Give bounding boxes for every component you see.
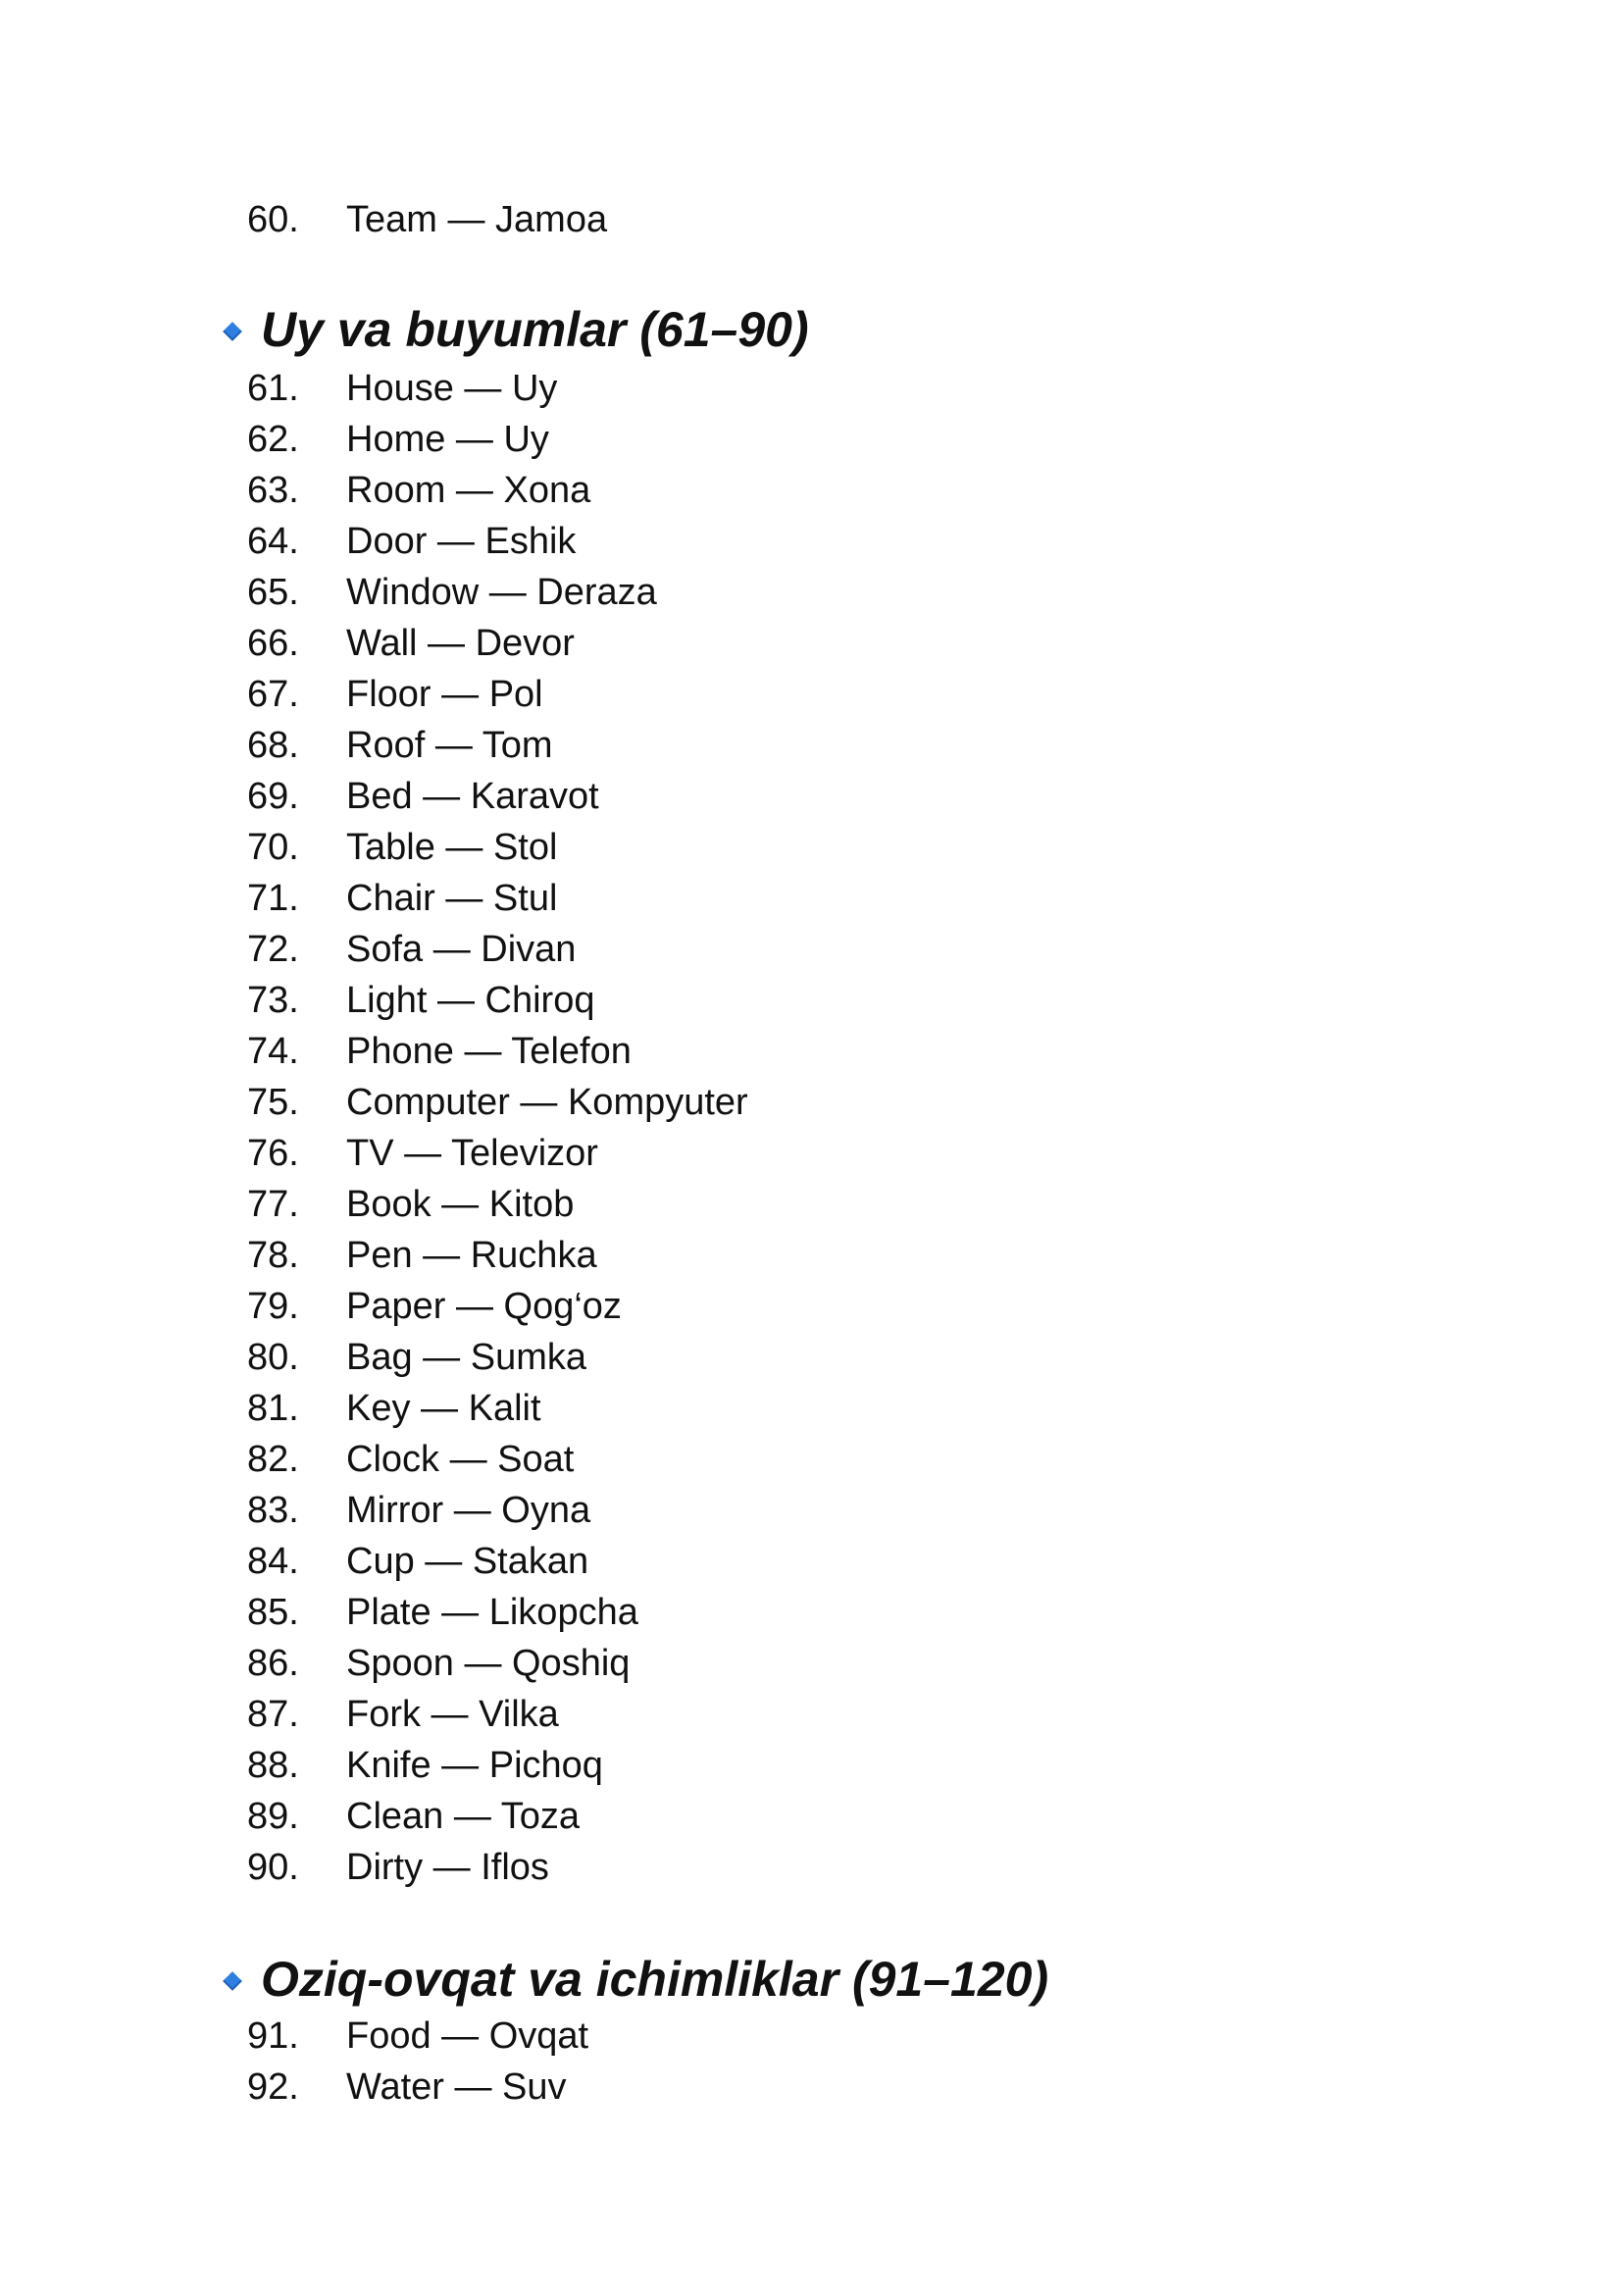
blue-diamond-icon — [223, 322, 242, 341]
item-number: 86. — [247, 1643, 299, 1684]
item-translation: Dirty — Iflos — [346, 1847, 549, 1888]
item-number: 65. — [247, 572, 299, 613]
item-number: 89. — [247, 1796, 299, 1837]
section-title: Oziq-ovqat va ichimliklar (91–120) — [261, 1952, 1049, 2007]
item-translation: Pen — Ruchka — [346, 1235, 597, 1276]
item-number: 63. — [247, 470, 299, 511]
item-translation: Room — Xona — [346, 470, 591, 511]
item-number: 80. — [247, 1337, 299, 1378]
item-translation: Door — Eshik — [346, 521, 577, 562]
item-translation: Plate — Likopcha — [346, 1592, 638, 1633]
item-number: 76. — [247, 1133, 299, 1174]
item-translation: Bag — Sumka — [346, 1337, 586, 1378]
item-translation: Wall — Devor — [346, 623, 575, 664]
item-number: 62. — [247, 419, 299, 460]
item-number: 71. — [247, 878, 299, 919]
item-number: 82. — [247, 1439, 299, 1480]
item-number: 72. — [247, 929, 299, 970]
item-translation: Table — Stol — [346, 827, 558, 868]
item-number: 83. — [247, 1490, 299, 1531]
item-number: 66. — [247, 623, 299, 664]
item-number: 91. — [247, 2015, 299, 2057]
item-translation: Spoon — Qoshiq — [346, 1643, 631, 1684]
item-number: 75. — [247, 1082, 299, 1123]
item-number: 85. — [247, 1592, 299, 1633]
item-translation: Chair — Stul — [346, 878, 558, 919]
item-number: 61. — [247, 368, 299, 409]
item-number: 90. — [247, 1847, 299, 1888]
item-number: 84. — [247, 1541, 299, 1582]
item-translation: Paper — Qog‘oz — [346, 1286, 622, 1327]
item-number: 78. — [247, 1235, 299, 1276]
item-number: 70. — [247, 827, 299, 868]
item-number: 88. — [247, 1745, 299, 1786]
item-translation: Knife — Pichoq — [346, 1745, 603, 1786]
item-number: 64. — [247, 521, 299, 562]
item-translation: Phone — Telefon — [346, 1031, 632, 1072]
item-number: 68. — [247, 725, 299, 766]
item-translation: House — Uy — [346, 368, 558, 409]
item-number: 77. — [247, 1184, 299, 1225]
item-number: 74. — [247, 1031, 299, 1072]
item-translation: Key — Kalit — [346, 1388, 541, 1429]
item-translation: Mirror — Oyna — [346, 1490, 591, 1531]
item-translation: Food — Ovqat — [346, 2015, 589, 2057]
item-translation: Fork — Vilka — [346, 1694, 559, 1735]
item-translation: Home — Uy — [346, 419, 549, 460]
item-number: 87. — [247, 1694, 299, 1735]
item-number: 60. — [247, 199, 299, 240]
item-translation: Sofa — Divan — [346, 929, 577, 970]
item-number: 92. — [247, 2066, 299, 2108]
item-translation: Window — Deraza — [346, 572, 657, 613]
item-translation: Bed — Karavot — [346, 776, 599, 817]
item-translation: Team — Jamoa — [346, 199, 608, 240]
item-translation: Cup — Stakan — [346, 1541, 589, 1582]
item-number: 67. — [247, 674, 299, 715]
item-translation: Clean — Toza — [346, 1796, 580, 1837]
item-translation: Clock — Soat — [346, 1439, 575, 1480]
item-number: 69. — [247, 776, 299, 817]
item-translation: TV — Televizor — [346, 1133, 598, 1174]
item-translation: Roof — Tom — [346, 725, 553, 766]
item-translation: Water — Suv — [346, 2066, 567, 2108]
item-translation: Book — Kitob — [346, 1184, 575, 1225]
blue-diamond-icon — [223, 1971, 242, 1991]
item-number: 81. — [247, 1388, 299, 1429]
item-translation: Computer — Kompyuter — [346, 1082, 748, 1123]
section-title: Uy va buyumlar (61–90) — [261, 302, 809, 357]
item-translation: Light — Chiroq — [346, 980, 595, 1021]
item-translation: Floor — Pol — [346, 674, 543, 715]
item-number: 73. — [247, 980, 299, 1021]
item-number: 79. — [247, 1286, 299, 1327]
